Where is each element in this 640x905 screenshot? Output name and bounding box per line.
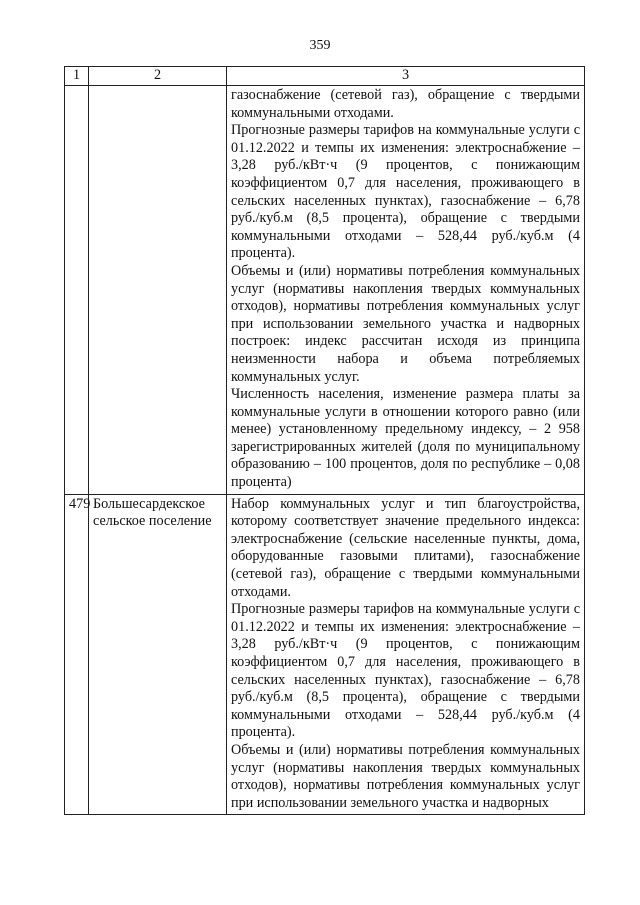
column-header-2: 2 (89, 67, 227, 86)
paragraph: Набор коммунальных услуг и тип благоустройства, которому соответствует значение предельного индекса: электроснабжение (сельские населенные пункты, дома, оборудованные газовыми плитами), газоснабжение (сетевой газ), обращение с твердыми коммунальными отходами. (231, 495, 580, 600)
row-description (227, 86, 585, 495)
paragraph: Объемы и (или) нормативы потребления коммунальных услуг (нормативы накопления твердых коммунальных отходов), нормативы потребления коммунальных услуг при использовании земельного участка и надворных (231, 741, 580, 811)
column-header-1: 1 (65, 67, 89, 86)
paragraph: Прогнозные размеры тарифов на коммунальные услуги с 01.12.2022 и темпы их изменения: электроснабжение – 3,28 руб./кВт·ч (9 процентов, с понижающим коэффициентом 0,7 для населения, проживающего в сельских населенных пунктах), газоснабжение – 6,78 руб./куб.м (8,5 процента), обращение с твердыми коммунальными отходами – 528,44 руб./куб.м (4 процента). (231, 122, 580, 262)
paragraph: Численность населения, изменение размера платы за коммунальные услуги в отношении которого равно (или менее) установленному предельному индексу, – 2 958 зарегистрированных жителей (доля по муниципальному образованию – 100 процентов, доля по республике – 0,08 процента) (231, 386, 580, 491)
row-description (227, 494, 585, 815)
row-number (65, 86, 89, 495)
page-number: 359 (309, 38, 331, 53)
row-number: 479 (65, 494, 89, 815)
settlement-name: Большесардекское сельское поселение (89, 494, 227, 815)
table-row (65, 86, 585, 495)
paragraph: Прогнозные размеры тарифов на коммунальные услуги с 01.12.2022 и темпы их изменения: электроснабжение – 3,28 руб./кВт·ч (9 процентов, с понижающим коэффициентом 0,7 для населения, проживающего в сельских населенных пунктах), газоснабжение – 6,78 руб./куб.м (8,5 процента), обращение с твердыми коммунальными отходами – 528,44 руб./куб.м (4 процента). (231, 601, 580, 741)
table-header-row (65, 67, 585, 86)
paragraph: Объемы и (или) нормативы потребления коммунальных услуг (нормативы накопления твердых коммунальных отходов), нормативы потребления коммунальных услуг при использовании земельного участка и надворных построек: индекс рассчитан исходя из принципа неизменности набора и объема потребляемых коммунальных услуг. (231, 262, 580, 385)
paragraph: газоснабжение (сетевой газ), обращение с твердыми коммунальными отходами. (231, 87, 580, 121)
column-header-3: 3 (227, 67, 585, 86)
tariff-table (64, 66, 585, 815)
settlement-name (89, 86, 227, 495)
table-row (65, 494, 585, 815)
